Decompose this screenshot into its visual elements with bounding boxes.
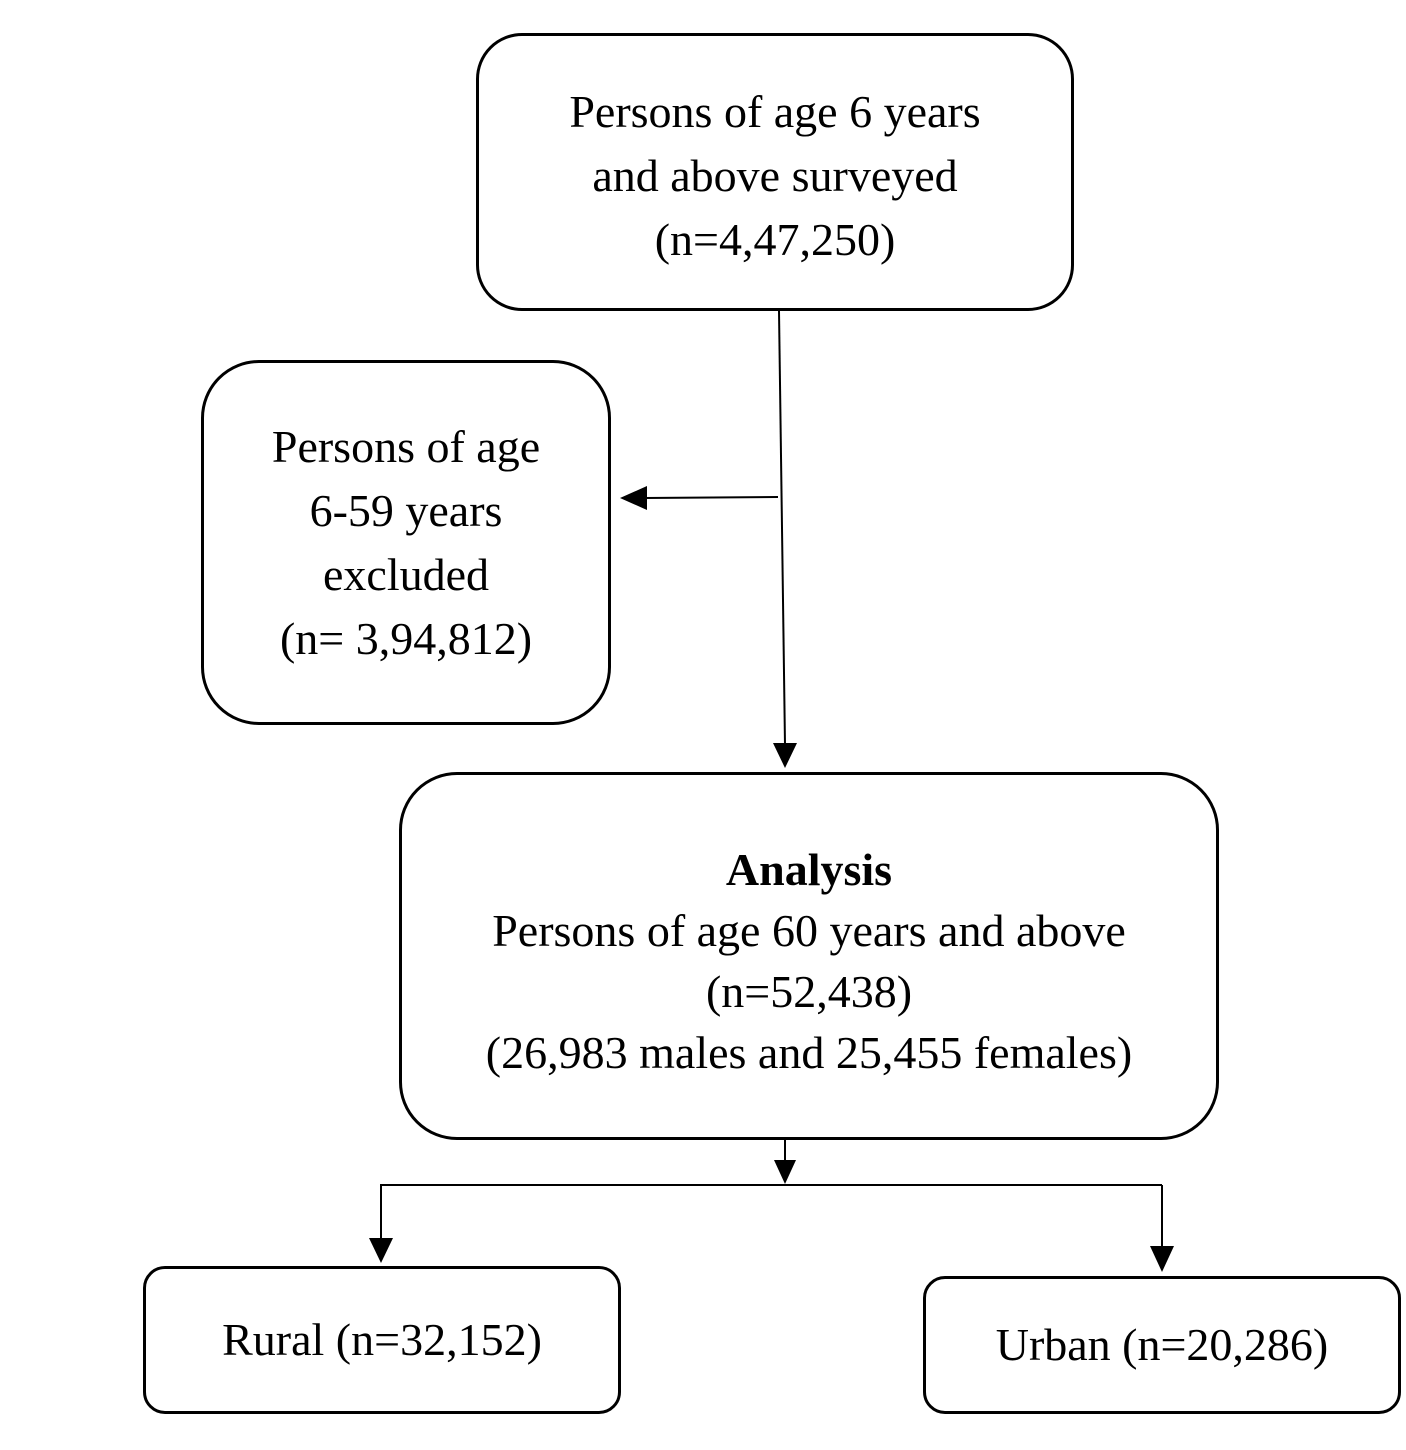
surveyed-line-1: Persons of age 6 years [569,86,981,137]
box-rural [143,1266,621,1414]
arrowhead-urban [1150,1246,1174,1272]
excluded-line-4: (n= 3,94,812) [279,612,533,664]
arrowhead-rural [369,1238,393,1263]
edge-surveyed-to-excluded [645,497,778,498]
arrowhead-analysis [773,743,797,768]
analysis-line-3: (26,983 males and 25,455 females) [485,1027,1133,1078]
arrowhead-split [774,1160,796,1184]
analysis-line-1: Persons of age 60 years and above [492,905,1126,956]
analysis-line-2: (n=52,438) [705,966,913,1017]
box-urban [923,1276,1401,1414]
excluded-line-2: 6-59 years [309,484,503,536]
arrowhead-excluded [620,486,647,510]
box-persons-surveyed [476,33,1074,311]
edge-surveyed-to-analysis [779,311,785,745]
excluded-line-1: Persons of age [271,420,541,472]
box-analysis [399,772,1219,1140]
excluded-line-3: excluded [322,548,490,600]
analysis-heading: Analysis [725,844,893,895]
rural-label: Rural (n=32,152) [222,1314,542,1365]
surveyed-line-2: and above surveyed [592,150,958,201]
urban-label: Urban (n=20,286) [995,1319,1329,1370]
surveyed-line-3: (n=4,47,250) [654,214,896,265]
box-persons-excluded [201,360,611,725]
